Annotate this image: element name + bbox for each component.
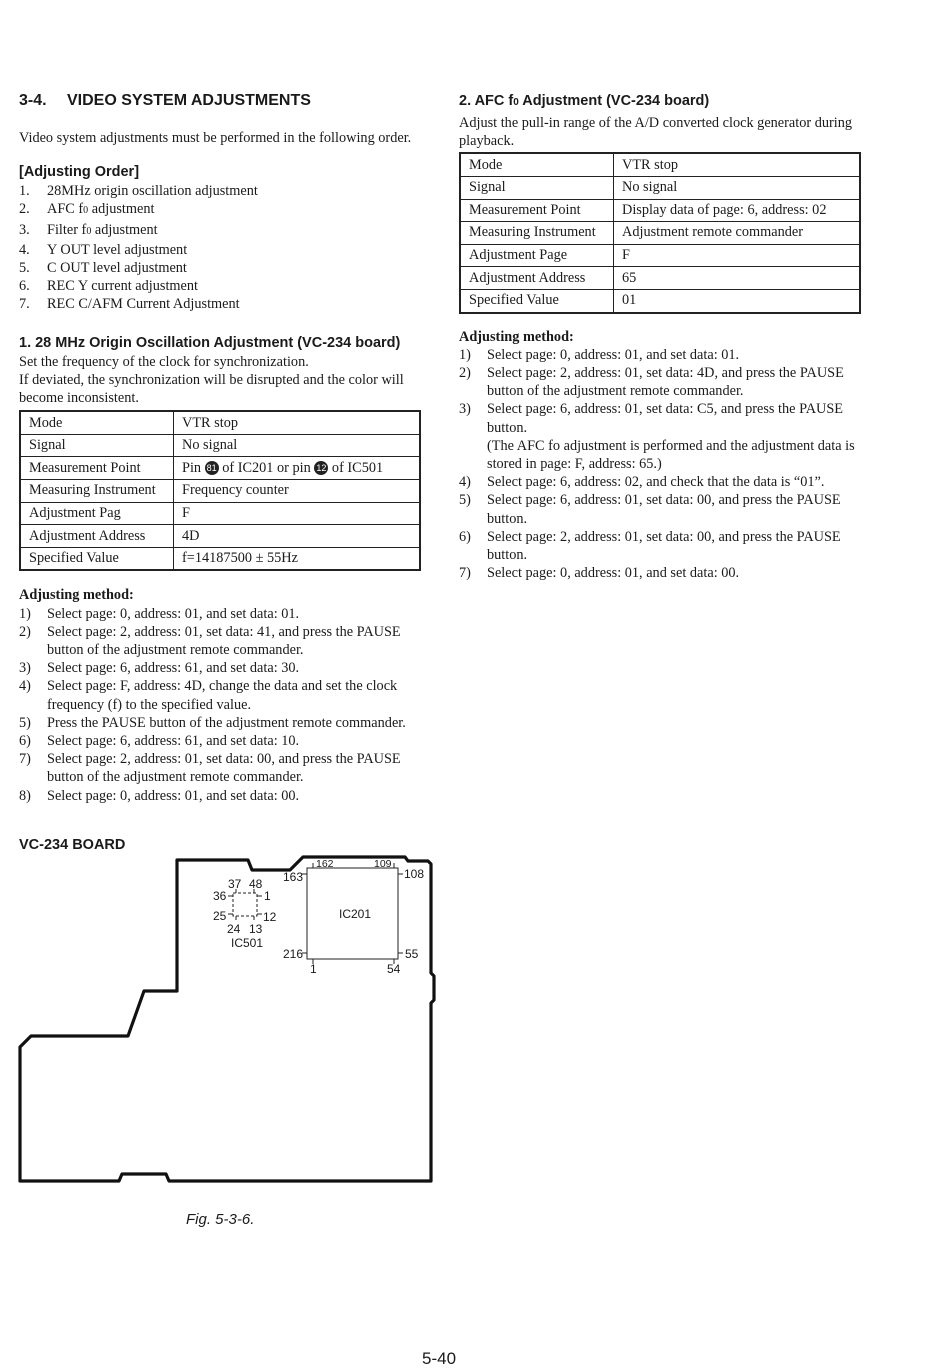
- table-value: f=14187500 ± 55Hz: [174, 547, 421, 570]
- list-text: Select page: 0, address: 01, and set data: 00.: [47, 787, 300, 804]
- ic501-outline: [233, 893, 257, 916]
- table-key: Signal: [20, 434, 174, 457]
- list-text: Select page: 6, address: 61, and set data: 10.: [47, 733, 300, 750]
- table-key: Specified Value: [460, 289, 614, 312]
- list-item: [19, 732, 421, 750]
- adj2-heading: [459, 90, 861, 114]
- adj1-desc-1: Set the frequency of the clock for synchronization.: [19, 353, 309, 370]
- table-value: Display data of page: 6, address: 02: [614, 199, 861, 222]
- left-column: [19, 90, 421, 805]
- table-key: Measurement Point: [460, 199, 614, 222]
- ic201-pin-216: 216: [283, 947, 304, 961]
- list-text: REC C/AFM Current Adjustment: [47, 296, 240, 313]
- table-value: F: [174, 502, 421, 525]
- section-title-text: VIDEO SYSTEM ADJUSTMENTS: [67, 92, 311, 109]
- adj2-method-heading: Adjusting method:: [459, 328, 574, 345]
- list-text: Select page: 2, address: 01, set data: 00, and press the PAUSE button of the adjustment remote commander.: [47, 751, 401, 786]
- table-key: Adjustment Pag: [20, 502, 174, 525]
- list-item: [459, 473, 861, 491]
- list-text: (The AFC fo adjustment is performed and the adjustment data is stored in page: F, address: 65.): [487, 437, 855, 472]
- value-part: of IC501: [328, 459, 384, 476]
- list-marker: 5): [459, 492, 471, 509]
- adjusting-order-heading: [Adjusting Order]: [19, 164, 140, 181]
- section-title: [19, 90, 421, 112]
- table-value: Adjustment remote commander: [614, 222, 861, 245]
- list-text: Select page: F, address: 4D, change the data and set the clock frequency (f) to the specified value.: [47, 678, 398, 713]
- list-marker: 1): [19, 605, 31, 622]
- table-value: No signal: [614, 177, 861, 200]
- table-row: [20, 434, 420, 457]
- list-text: Y OUT level adjustment: [47, 241, 188, 258]
- table-row: [20, 502, 420, 525]
- ic201-pin-54: 54: [387, 962, 401, 976]
- list-text: Select page: 6, address: 01, set data: C5, and press the PAUSE button.: [487, 401, 844, 436]
- ic201-pin-109: 109: [374, 858, 392, 870]
- list-marker: 6): [459, 528, 471, 545]
- list-text: Select page: 6, address: 02, and check that the data is “01”.: [487, 474, 825, 491]
- adj1-steps: [19, 605, 421, 805]
- table-row: [460, 289, 860, 312]
- list-marker: 4): [459, 474, 471, 491]
- value-part: of IC201 or pin: [218, 459, 315, 476]
- adjusting-order-list: [19, 182, 421, 313]
- ic501-pin-25: 25: [213, 909, 227, 923]
- table-key: Adjustment Address: [20, 525, 174, 548]
- table-value: [174, 457, 421, 480]
- adj1-method-heading: Adjusting method:: [19, 587, 134, 604]
- list-text-subscript: 0: [86, 225, 92, 237]
- table-value: VTR stop: [614, 153, 861, 176]
- value-part: Pin: [182, 459, 205, 476]
- list-item: [19, 787, 421, 805]
- adj2-heading-sub: 0: [513, 97, 519, 108]
- list-item: [19, 623, 421, 659]
- list-marker: 4): [19, 678, 31, 695]
- list-marker: 3): [459, 401, 471, 418]
- list-item: [459, 437, 861, 473]
- list-item: [19, 605, 421, 623]
- adj1-spec-table: [19, 410, 421, 571]
- ic501-pin-36: 36: [213, 889, 227, 903]
- list-item: [19, 259, 421, 277]
- table-value: No signal: [174, 434, 421, 457]
- ic501-pin-37: 37: [228, 877, 242, 891]
- list-marker: 2): [19, 623, 31, 640]
- table-key: Measuring Instrument: [460, 222, 614, 245]
- board-diagram: [0, 850, 460, 1195]
- list-text: adjustment: [91, 221, 158, 238]
- list-text: Filter f: [47, 221, 87, 238]
- ic501-pin-13: 13: [249, 922, 263, 936]
- table-value: 01: [614, 289, 861, 312]
- table-row: [20, 411, 420, 434]
- ic501-pin-48: 48: [249, 877, 263, 891]
- section-number: 3-4.: [19, 92, 47, 109]
- adj1-heading: 1. 28 MHz Origin Oscillation Adjustment (VC-234 board): [19, 334, 401, 351]
- list-item: [19, 659, 421, 677]
- ic201-pin-1: 1: [310, 962, 317, 976]
- table-row: [460, 267, 860, 290]
- table-row: [460, 153, 860, 176]
- list-marker: 7.: [19, 296, 30, 313]
- figure-caption: Fig. 5-3-6.: [186, 1211, 255, 1228]
- adj2-heading-pre: 2. AFC f: [459, 93, 514, 109]
- list-marker: 6.: [19, 278, 30, 295]
- adj2-desc: Adjust the pull-in range of the A/D converted clock generator during playback.: [459, 115, 853, 150]
- section-intro: Video system adjustments must be performed in the following order.: [19, 130, 412, 146]
- list-text: Select page: 0, address: 01, and set data: 00.: [487, 565, 740, 582]
- table-value: F: [614, 244, 861, 267]
- ic501-pin-24: 24: [227, 922, 241, 936]
- table-key: Specified Value: [20, 547, 174, 570]
- list-text: adjustment: [88, 201, 155, 218]
- board-outline: [20, 857, 434, 1181]
- list-item: [19, 277, 421, 295]
- list-marker: 2.: [19, 201, 30, 218]
- ic201-pin-108: 108: [404, 867, 425, 881]
- table-row: [460, 199, 860, 222]
- list-item: [19, 714, 421, 732]
- ic501-label: IC501: [231, 936, 264, 950]
- list-item: [19, 200, 421, 220]
- list-text: REC Y current adjustment: [47, 278, 199, 295]
- ic501-pin-12: 12: [263, 910, 277, 924]
- list-item: [459, 491, 861, 527]
- list-item: [459, 528, 861, 564]
- list-marker: 5.: [19, 260, 30, 277]
- pin-number-badge: 12: [316, 462, 327, 473]
- list-marker: 2): [459, 364, 471, 381]
- list-item: [19, 750, 421, 786]
- list-marker: 7): [459, 565, 471, 582]
- list-item: [459, 400, 861, 436]
- table-value: Frequency counter: [174, 480, 421, 503]
- list-marker: 7): [19, 751, 31, 768]
- list-item: [459, 364, 861, 400]
- list-text: Select page: 2, address: 01, set data: 00, and press the PAUSE button.: [487, 528, 841, 563]
- adj2-heading-post: Adjustment (VC-234 board): [518, 93, 710, 109]
- adj1-desc-2: If deviated, the synchronization will be disrupted and the color will become inconsistent.: [19, 371, 404, 407]
- list-text: Select page: 2, address: 01, set data: 4D, and press the PAUSE button of the adjustment remote commander.: [487, 364, 844, 400]
- pin-number-badge: 81: [206, 462, 217, 473]
- list-marker: 5): [19, 714, 31, 731]
- list-item: [459, 346, 861, 364]
- list-text: C OUT level adjustment: [47, 260, 187, 277]
- list-item: [459, 564, 861, 582]
- list-marker: 8): [19, 787, 31, 804]
- ic201-pin-55: 55: [405, 947, 419, 961]
- table-key: Measurement Point: [20, 457, 174, 480]
- list-text: Select page: 2, address: 01, set data: 41, and press the PAUSE button of the adjustment remote commander.: [47, 623, 401, 658]
- list-marker: 4.: [19, 241, 30, 258]
- table-row: [20, 525, 420, 548]
- table-row: [20, 480, 420, 503]
- table-key: Mode: [460, 153, 614, 176]
- table-value: 65: [614, 267, 861, 290]
- table-key: Mode: [20, 411, 174, 434]
- list-text: Select page: 0, address: 01, and set data: 01.: [487, 346, 740, 363]
- list-text: Select page: 6, address: 01, set data: 00, and press the PAUSE button.: [487, 492, 841, 527]
- table-row: [20, 547, 420, 570]
- list-item: [19, 182, 421, 200]
- table-row: [460, 244, 860, 267]
- table-value: VTR stop: [174, 411, 421, 434]
- list-item: [19, 677, 421, 713]
- list-text: Select page: 0, address: 01, and set data: 01.: [47, 605, 300, 622]
- list-marker: 1.: [19, 183, 30, 200]
- table-key: Adjustment Address: [460, 267, 614, 290]
- table-key: Signal: [460, 177, 614, 200]
- ic201-pin-163: 163: [283, 870, 304, 884]
- list-text: AFC f: [47, 201, 84, 218]
- list-text: Select page: 6, address: 61, and set data: 30.: [47, 660, 300, 677]
- table-row: [20, 457, 420, 480]
- list-text-subscript: 0: [83, 205, 89, 217]
- table-key: Measuring Instrument: [20, 480, 174, 503]
- table-key: Adjustment Page: [460, 244, 614, 267]
- list-item: [19, 241, 421, 259]
- right-column: [459, 90, 861, 582]
- ic501-pin-1: 1: [264, 889, 271, 903]
- list-item: [19, 295, 421, 313]
- list-item: [19, 221, 421, 241]
- table-row: [460, 177, 860, 200]
- table-value: 4D: [174, 525, 421, 548]
- adj2-spec-table: [459, 152, 861, 313]
- ic201-pin-162: 162: [316, 858, 334, 870]
- list-marker: 3.: [19, 221, 30, 238]
- list-marker: 1): [459, 346, 471, 363]
- table-row: [460, 222, 860, 245]
- adj2-steps: [459, 346, 861, 583]
- page-number: 5-40: [422, 1349, 457, 1368]
- board-title: VC-234 BOARD: [19, 837, 126, 853]
- list-text: 28MHz origin oscillation adjustment: [47, 183, 258, 200]
- list-marker: 6): [19, 733, 31, 750]
- ic201-label: IC201: [339, 907, 372, 921]
- list-text: Press the PAUSE button of the adjustment remote commander.: [47, 714, 406, 731]
- list-marker: 3): [19, 660, 31, 677]
